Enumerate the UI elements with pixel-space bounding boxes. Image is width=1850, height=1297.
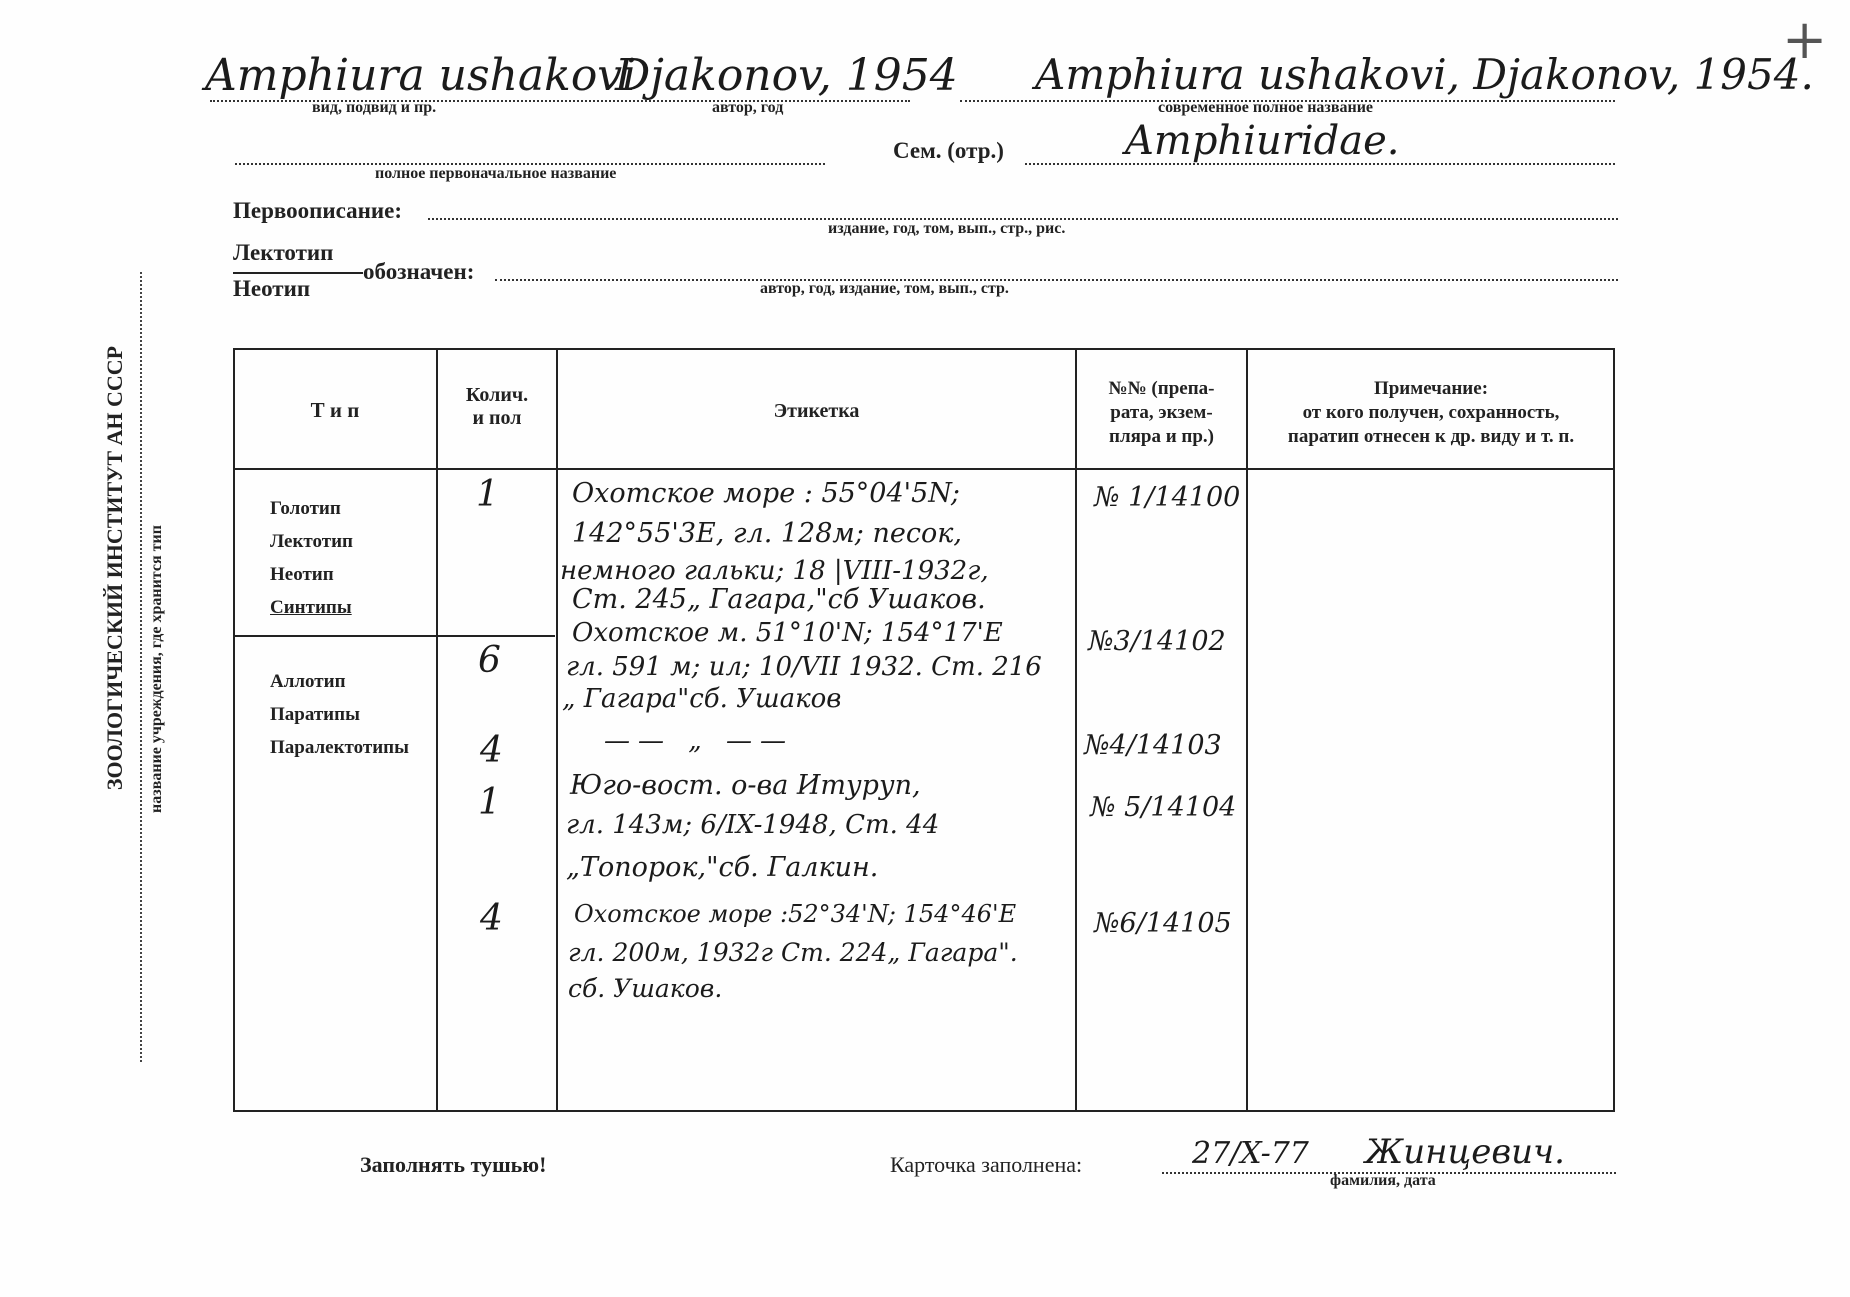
label-line-12: Охотское море :52°34'N; 154°46'E [574, 900, 1017, 928]
filled-name-handwritten: Жинцевич. [1365, 1132, 1565, 1172]
filled-caption: фамилия, дата [1330, 1172, 1436, 1189]
table-left-border [233, 348, 235, 1112]
label-line-6: гл. 591 м; ил; 10/VII 1932. Ст. 216 [566, 652, 1042, 682]
table-col-divider-1 [436, 348, 438, 1112]
header-numbers-line1: №№ (препа- [1108, 378, 1215, 399]
type-lectotype: Лектотип [270, 531, 353, 552]
species-caption: вид, подвид и пр. [312, 99, 437, 116]
count-5: 4 [480, 898, 503, 939]
table-col-divider-2 [556, 348, 558, 1112]
author-caption: автор, год [712, 99, 784, 116]
species-name-handwritten: Amphiura ushakovi [205, 50, 637, 101]
type-neotype: Неотип [270, 564, 334, 585]
header-count-line1: Колич. [465, 384, 529, 406]
type-paratypes: Паратипы [270, 704, 360, 725]
number-3: №4/14103 [1084, 730, 1222, 761]
number-5: №6/14105 [1094, 908, 1232, 939]
label-line-2: 142°55'3E, гл. 128м; песок, [572, 518, 962, 549]
count-4: 1 [478, 782, 501, 823]
label-line-1: Охотское море : 55°04'5N; [572, 478, 961, 509]
header-notes-line3: паратип отнесен к др. виду и т. п. [1287, 426, 1575, 447]
count-2: 6 [478, 640, 501, 681]
first-description-label: Первоописание: [233, 198, 403, 223]
table-col-divider-3 [1075, 348, 1077, 1112]
neotype-label: Неотип [233, 276, 311, 301]
table-header-border [233, 468, 1615, 470]
header-numbers-line2: рата, экзем- [1110, 402, 1213, 423]
institute-line [140, 272, 142, 1062]
header-count [438, 384, 556, 430]
family-handwritten: Amphiuridae. [1125, 118, 1400, 164]
table-bottom-border [233, 1110, 1615, 1112]
label-line-4: Ст. 245„ Гагара,"сб Ушаков. [572, 584, 986, 615]
original-name-caption: полное первоначальное название [375, 165, 617, 182]
header-count-line2: и пол [472, 407, 522, 429]
type-holotype: Голотип [270, 498, 341, 519]
header-numbers [1077, 377, 1246, 449]
lectotype-underline [233, 272, 363, 274]
modern-name-caption: современное полное название [1158, 99, 1374, 116]
label-line-11: „Топорок,"сб. Галкин. [566, 852, 879, 883]
type-paralectotypes: Паралектотипы [270, 737, 409, 758]
table-col-divider-4 [1246, 348, 1248, 1112]
storage-caption: название учреждения, где хранится тип [148, 525, 165, 813]
header-type: Т и п [310, 398, 360, 422]
type-group-divider [233, 635, 555, 637]
plus-mark: + [1782, 8, 1828, 71]
lectotype-label: Лектотип [233, 240, 334, 265]
number-4: № 5/14104 [1090, 792, 1237, 823]
modern-name-handwritten: Amphiura ushakovi, Djakonov, 1954. [1035, 50, 1814, 99]
header-numbers-line3: пляра и пр.) [1109, 426, 1214, 447]
author-handwritten: Djakonov, 1954 [615, 50, 958, 101]
institute-name: ЗООЛОГИЧЕСКИЙ ИНСТИТУТ АН СССР [102, 345, 127, 791]
type-allotype: Аллотип [270, 671, 346, 692]
label-line-9: Юго-вост. о-ва Итуруп, [570, 770, 921, 801]
first-description-caption: издание, год, том, вып., стр., рис. [828, 220, 1066, 237]
family-label: Сем. (отр.) [893, 138, 1004, 163]
table-right-border [1613, 348, 1615, 1112]
label-line-8: —— „ —— [604, 726, 794, 756]
header-notes [1248, 377, 1614, 449]
label-line-10: гл. 143м; 6/IX-1948, Ст. 44 [566, 810, 940, 840]
label-line-5: Охотское м. 51°10'N; 154°17'E [572, 618, 1003, 648]
label-line-7: „ Гагара"сб. Ушаков [562, 684, 842, 714]
header-label: Этикетка [773, 400, 860, 422]
table-top-border [233, 348, 1615, 350]
type-group-1 [270, 492, 353, 624]
label-line-14: сб. Ушаков. [568, 974, 723, 1003]
header-notes-line2: от кого получен, сохранность, [1302, 402, 1560, 423]
designated-caption: автор, год, издание, том, вып., стр. [760, 280, 1009, 297]
designated-line [495, 279, 1618, 281]
count-3: 4 [480, 730, 503, 771]
designated-label: обозначен: [363, 259, 475, 284]
count-1: 1 [476, 474, 499, 515]
label-line-13: гл. 200м, 1932г Ст. 224„ Гагара". [568, 938, 1018, 967]
header-notes-line1: Примечание: [1373, 378, 1489, 399]
type-syntypes: Синтипы [270, 597, 352, 618]
label-line-3: немного гальки; 18 |VIII-1932г, [560, 556, 989, 586]
filled-label: Карточка заполнена: [890, 1152, 1083, 1177]
ink-note: Заполнять тушью! [360, 1152, 547, 1177]
number-2: №3/14102 [1088, 626, 1226, 657]
number-1: № 1/14100 [1094, 482, 1241, 513]
filled-date-handwritten: 27/X-77 [1192, 1136, 1309, 1171]
family-line [1025, 163, 1615, 165]
type-group-2 [270, 665, 409, 764]
